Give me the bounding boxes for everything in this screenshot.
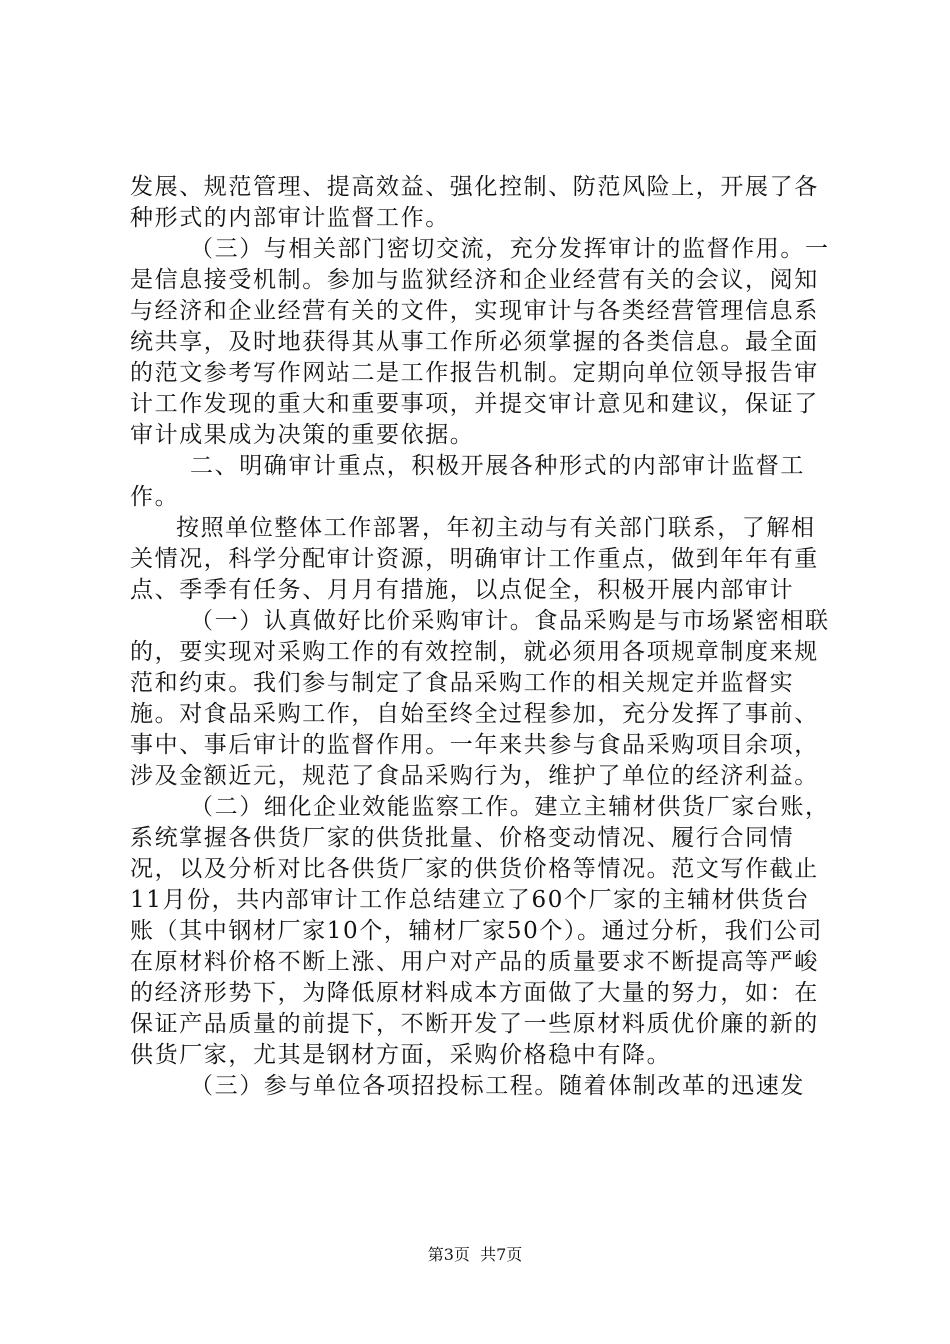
section-heading-2: 二、明确审计重点，积极开展各种形式的内部审计监督工作。 <box>130 453 805 510</box>
page-number: 第3页 共7页 <box>427 1245 523 1264</box>
paragraph-4: （一）认真做好比价采购审计。食品采购是与市场紧密相联的，要实现对采购工作的有效控制，就必须用各项规章制度来规范和约束。我们参与制定了食品采购工作的相关规定并监督实施。对食品采购工作，自始至终全过程参加，充分发挥了事前、事中、事后审计的监督作用。一年来共参与食品采购项目余项，涉及金额近元，规范了食品采购行为，维护了单位的经济利益。 <box>130 608 830 789</box>
paragraph-5: （二）细化企业效能监察工作。建立主辅材供货厂家台账，系统掌握各供货厂家的供货批量、价格变动情况、履行合同情况，以及分析对比各供货厂家的供货价格等情况。范文写作截止11月份，共内部审计工作总结建立了60个厂家的主辅材供货台账（其中钢材厂家10个，辅材厂家50个）。通过分析，我们公司在原材料价格不断上涨、用户对产品的质量要求不断提高等严峻的经济形势下，为降低原材料成本方面做了大量的努力，如：在保证产品质量的前提下，不断开发了一些原材料质优价廉的新的供货厂家，尤其是钢材方面，采购价格稳中有降。 <box>130 794 830 1068</box>
paragraph-2: （三）与相关部门密切交流，充分发挥审计的监督作用。一是信息接受机制。参加与监狱经济和企业经营有关的会议，阅知与经济和企业经营有关的文件，实现审计与各类经营管理信息系统共享，及时地获得其从事工作所必须掌握的各类信息。最全面的范文参考写作网站二是工作报告机制。定期向单位领导报告审计工作发现的重大和重要事项，并提交审计意见和建议，保证了审计成果成为决策的重要依据。 <box>130 236 830 448</box>
paragraph-3: 按照单位整体工作部署，年初主动与有关部门联系，了解相关情况，科学分配审计资源，明确审计工作重点，做到年年有重点、季季有任务、月月有措施，以点促全，积极开展内部审计 <box>130 515 819 603</box>
page-footer <box>0 1242 950 1265</box>
paragraph-1: 发展、规范管理、提高效益、强化控制、防范风险上，开展了各种形式的内部审计监督工作。 <box>130 174 819 231</box>
paragraph-6: （三）参与单位各项招投标工程。随着体制改革的迅速发 <box>190 1073 805 1099</box>
document-body <box>130 172 830 1102</box>
